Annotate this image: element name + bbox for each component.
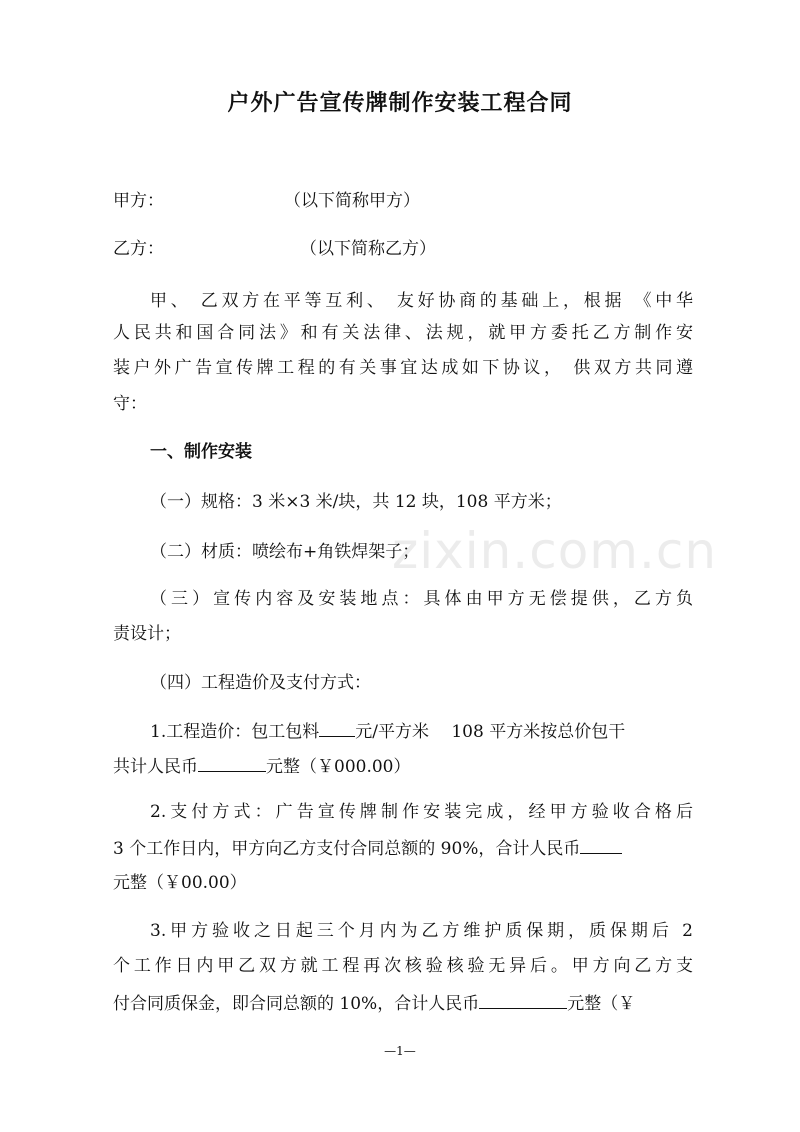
total-amount-text: 元整（￥000.00） — [266, 757, 411, 777]
party-a-line — [113, 189, 693, 213]
watermark: zixin.com.cn — [392, 522, 718, 580]
warranty-text: 付合同质保金，即合同总额的 10%，合计人民币 — [113, 994, 480, 1014]
cost-line-1 — [150, 718, 693, 744]
intro-line-3: 装户外广告宣传牌工程的有关事宜达成如下协议， 供双方共同遵 — [113, 358, 693, 378]
page-number: —1— — [384, 1044, 416, 1058]
total-label: 共计人民币 — [113, 757, 198, 777]
party-b-label: 乙方： — [113, 239, 164, 259]
payment-amount-blank — [580, 835, 622, 854]
intro-line-4: 守： — [113, 394, 147, 414]
cost-unit-text: 元/平方米 108 平方米按总价包干 — [355, 722, 626, 742]
item-content-line-1: （三）宣传内容及安装地点：具体由甲方无偿提供，乙方负 — [150, 589, 693, 609]
cost-label: 1.工程造价：包工包料 — [150, 722, 320, 742]
cost-line-2 — [113, 753, 693, 779]
party-a-label: 甲方： — [113, 191, 164, 211]
party-a-note: （以下简称甲方） — [284, 191, 420, 211]
item-spec: （一）规格：3 米×3 米/块，共 12 块，108 平方米； — [150, 492, 562, 512]
total-amount-blank — [198, 753, 266, 772]
item-cost-heading: （四）工程造价及支付方式： — [150, 673, 371, 693]
party-b-note: （以下简称乙方） — [300, 239, 436, 259]
party-b-line — [113, 237, 693, 261]
item-content-line-2: 责设计； — [113, 624, 181, 644]
unit-price-blank — [319, 718, 355, 737]
warranty-amount-text: 元整（￥ — [567, 994, 636, 1014]
warranty-line-2: 个工作日内甲乙双方就工程再次核验核验无异后。甲方向乙方支 — [113, 956, 693, 976]
intro-line-2: 人民共和国合同法》和有关法律、法规，就甲方委托乙方制作安 — [113, 323, 693, 343]
payment-line-3: 元整（￥00.00） — [113, 873, 247, 893]
intro-line-1: 甲、 乙双方在平等互利、 友好协商的基础上，根据 《中华 — [150, 291, 693, 311]
warranty-amount-blank — [479, 990, 567, 1009]
payment-line-2 — [113, 835, 693, 861]
payment-text: 3 个工作日内，甲方向乙方支付合同总额的 90%，合计人民币 — [113, 839, 581, 859]
payment-line-1: 2.支付方式：广告宣传牌制作安装完成，经甲方验收合格后 — [150, 802, 693, 822]
warranty-line-3 — [113, 990, 693, 1016]
warranty-line-1: 3.甲方验收之日起三个月内为乙方维护质保期，质保期后 2 — [150, 921, 693, 941]
section-heading-production: 一、制作安装 — [150, 442, 252, 462]
item-material: （二）材质：喷绘布+角铁焊架子； — [150, 542, 420, 562]
document-title: 户外广告宣传牌制作安装工程合同 — [227, 91, 573, 116]
